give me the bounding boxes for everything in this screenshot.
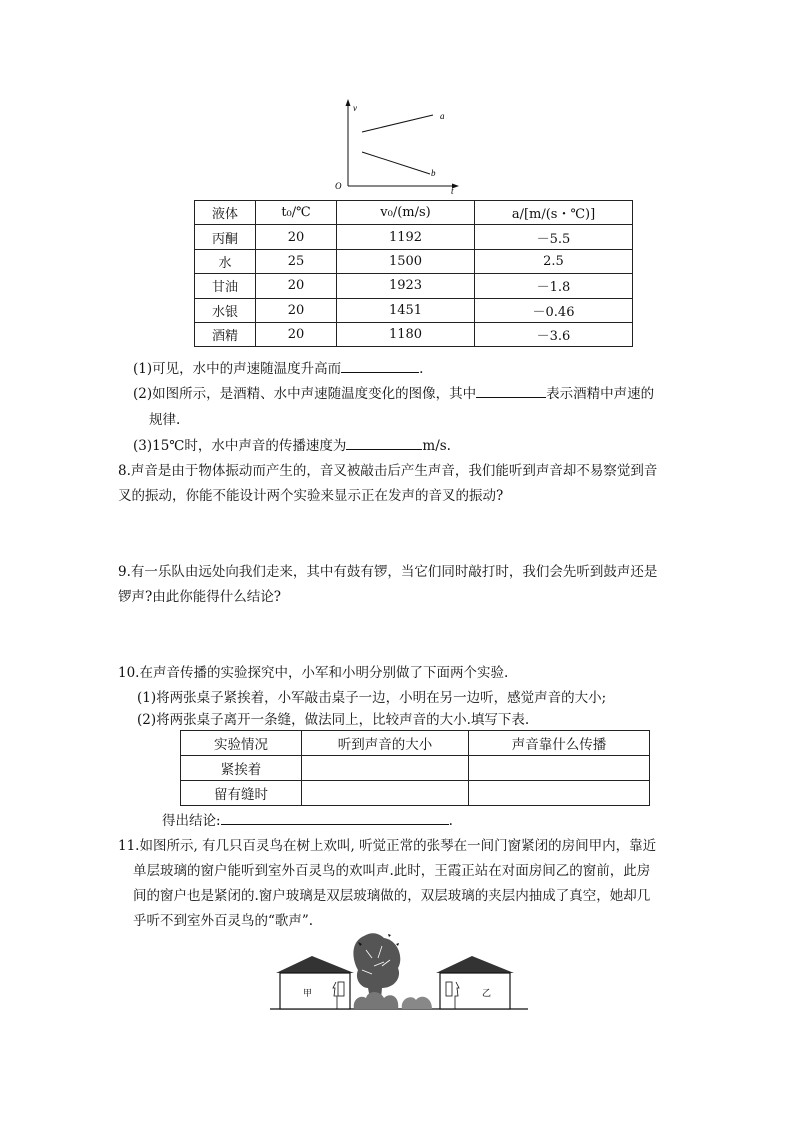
table-row (181, 781, 650, 806)
table-cell: 紧挨着 (181, 756, 302, 781)
q7-part2-text-b: 表示酒精中声速的 (546, 386, 655, 402)
table-cell: 甘油 (195, 274, 256, 298)
header-cell: a/[m/(s・℃)] (475, 201, 633, 225)
room-b-label: 乙 (482, 989, 492, 999)
house-b-window (446, 982, 452, 996)
table-cell: 1451 (337, 298, 475, 322)
header-cell: 实验情况 (181, 731, 302, 756)
table-cell: 1923 (337, 274, 475, 298)
bush-right (402, 997, 432, 1009)
table-row (195, 274, 633, 298)
house-a-roof (276, 956, 354, 973)
houses-tree-scene (270, 930, 528, 1014)
table-cell: 水 (195, 249, 256, 273)
table-row (195, 322, 633, 346)
table-cell: 水银 (195, 298, 256, 322)
table-cell: 20 (256, 274, 337, 298)
conclusion-end: . (448, 813, 453, 829)
line-a-label: a (440, 111, 445, 121)
table-row (195, 298, 633, 322)
q7-part1-text: (1)可见，水中的声速随温度升高而 (133, 361, 342, 377)
house-b-roof (436, 956, 514, 973)
answer-blank[interactable] (346, 435, 422, 450)
x-axis-label: t (451, 186, 454, 196)
table-row (181, 756, 650, 781)
line-b (362, 152, 430, 174)
table-cell: －0.46 (475, 298, 633, 322)
table-cell: 酒精 (195, 322, 256, 346)
table-cell: －1.8 (475, 274, 633, 298)
q8-line2: 叉的振动，你能不能设计两个实验来显示正在发声的音叉的振动? (118, 488, 504, 504)
y-axis-label: v (353, 103, 357, 113)
q9-line2: 锣声?由此你能得什么结论? (118, 589, 281, 605)
q7-part2 (133, 382, 654, 402)
q7-part1-end: . (419, 361, 424, 377)
table-cell: 20 (256, 298, 337, 322)
table-row (195, 249, 633, 273)
q9-line1: 9.有一乐队由远处向我们走来，其中有鼓有锣，当它们同时敲打时，我们会先听到鼓声还是 (118, 564, 658, 580)
answer-blank[interactable] (221, 810, 449, 825)
bush-left (354, 992, 399, 1009)
table-cell: －5.5 (475, 225, 633, 249)
table-row (195, 225, 633, 249)
q7-part3 (133, 434, 451, 454)
table-cell: 20 (256, 225, 337, 249)
q7-part2-text: (2)如图所示，是酒精、水中声速随温度变化的图像，其中 (133, 386, 477, 402)
q10-line2: (1)将两张桌子紧挨着，小军敲击桌子一边，小明在另一边听，感觉声音的大小; (137, 690, 607, 706)
room-a-label: 甲 (303, 989, 313, 999)
y-axis-arrow (346, 99, 351, 106)
experiment-table (180, 730, 650, 806)
answer-blank[interactable] (341, 358, 419, 373)
q7-part3-unit: m/s. (422, 438, 451, 454)
line-a (362, 115, 433, 132)
q11-line2: 单层玻璃的窗户能听到室外百灵鸟的欢叫声.此时，王霞正站在对面房间乙的窗前，此房 (133, 863, 651, 879)
table-header-row (195, 201, 633, 225)
house-a (276, 956, 354, 1009)
q8-line1: 8.声音是由于物体振动而产生的，音叉被敲击后产生声音，我们能听到声音却不易察觉到音 (118, 463, 658, 479)
house-b (436, 956, 514, 1009)
line-b-label: b (431, 168, 436, 178)
table-cell: 1180 (337, 322, 475, 346)
table-cell: 丙酮 (195, 225, 256, 249)
q11-line3: 间的窗户也是紧闭的.窗户玻璃是双层玻璃做的，双层玻璃的夹层内抽成了真空，她却几 (133, 888, 651, 904)
table-cell: 1500 (337, 249, 475, 273)
header-cell: v₀/(m/s) (337, 201, 475, 225)
answer-cell[interactable] (302, 756, 469, 781)
answer-cell[interactable] (469, 781, 650, 806)
origin-label: O (335, 181, 342, 191)
header-cell: t₀/℃ (256, 201, 337, 225)
sound-speed-table (194, 200, 633, 347)
velocity-temperature-graph (332, 96, 462, 196)
table-cell: 20 (256, 322, 337, 346)
q10-conclusion (162, 809, 453, 829)
table-cell: 留有缝时 (181, 781, 302, 806)
table-cell: －3.6 (475, 322, 633, 346)
conclusion-label: 得出结论: (162, 813, 221, 829)
header-cell: 听到声音的大小 (302, 731, 469, 756)
q11-line4: 乎听不到室外百灵鸟的“歌声”. (133, 913, 314, 929)
answer-cell[interactable] (302, 781, 469, 806)
q10-line1: 10.在声音传播的实验探究中，小军和小明分别做了下面两个实验. (118, 665, 509, 681)
q7-part3-text: (3)15℃时，水中声音的传播速度为 (133, 438, 347, 454)
q11-line1: 11.如图所示, 有几只百灵鸟在树上欢叫, 听觉正常的张琴在一间门窗紧闭的房间甲内，靠近 (118, 838, 657, 854)
answer-blank[interactable] (476, 383, 546, 398)
q7-part1 (133, 357, 423, 377)
table-cell: 25 (256, 249, 337, 273)
table-cell: 1192 (337, 225, 475, 249)
answer-cell[interactable] (469, 756, 650, 781)
header-cell: 液体 (195, 201, 256, 225)
house-a-window (338, 982, 344, 996)
header-cell: 声音靠什么传播 (469, 731, 650, 756)
q10-line3: (2)将两张桌子离开一条缝，做法同上，比较声音的大小.填写下表. (137, 712, 530, 728)
table-header-row (181, 731, 650, 756)
table-cell: 2.5 (475, 249, 633, 273)
q7-part2-cont: 规律. (149, 412, 181, 428)
